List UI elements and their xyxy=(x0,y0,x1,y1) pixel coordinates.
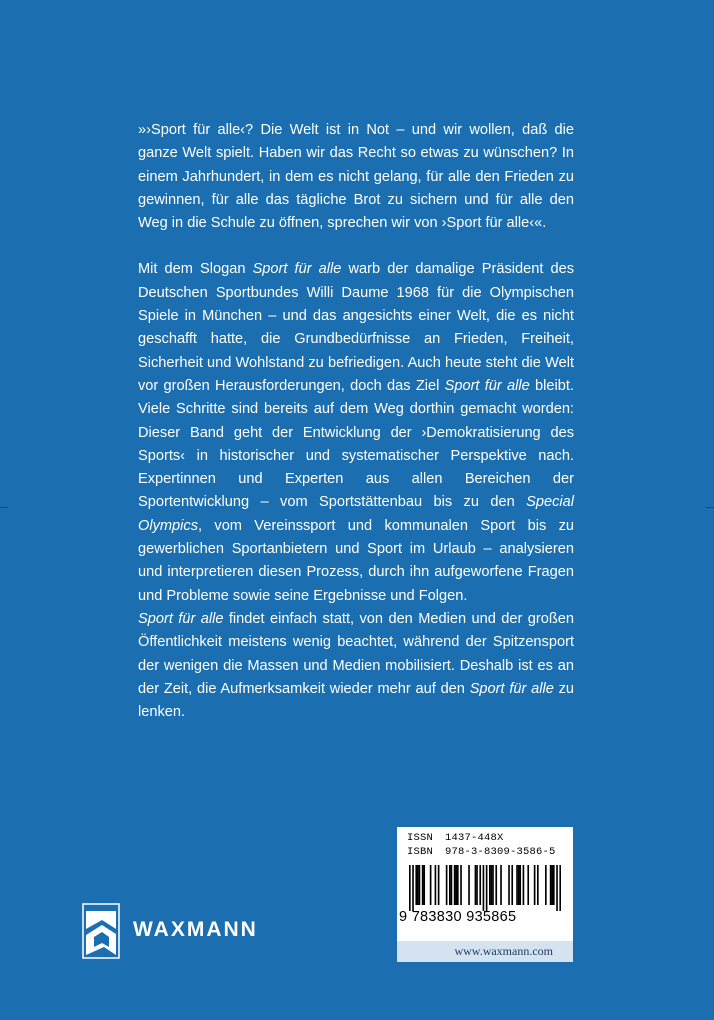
issn-value: 1437-448X xyxy=(445,832,504,844)
barcode-bar xyxy=(417,865,419,905)
barcode-digits: 9 783830 935865 xyxy=(399,909,517,925)
waxmann-logo-icon xyxy=(82,903,122,959)
barcode-bar xyxy=(423,865,425,905)
text-run: warb der damalige Präsident des Deutschen Sportbundes Willi Daume 1968 für die Olympischen Spiele in München – und das angesichts einer Welt, die es nicht geschafft hatte, die Grundbedürfnisse an Frieden, Freiheit, Sicherheit und Wohlstand zu befriedigen. Auch heute steht die Welt vor großen Herausforderungen, doch das Ziel xyxy=(138,261,575,394)
barcode-guard-bar xyxy=(559,865,561,911)
barcode-bar xyxy=(460,865,462,905)
isbn-line xyxy=(407,846,556,858)
publisher-url[interactable]: www.waxmann.com xyxy=(397,941,573,962)
barcode-bar xyxy=(455,865,457,905)
text-run: zu lenken. xyxy=(138,680,574,721)
barcode-panel xyxy=(397,827,573,962)
barcode-bar xyxy=(476,865,478,905)
barcode-bar xyxy=(457,865,459,905)
text-run: , vom Vereinssport und kommunalen Sport bis zu gewerblichen Sportanbietern und Sport im Urlaub – analysieren und interpretieren diesen Prozess, durch ihn aufgeworfene Fragen und Probleme sowie seine Ergebnisse und Folgen. xyxy=(138,517,574,604)
barcode-bar xyxy=(446,865,448,905)
barcode-bar xyxy=(508,865,510,905)
barcode-bar xyxy=(449,865,451,905)
barcode-bar xyxy=(451,865,453,905)
barcode-guard-bar xyxy=(556,865,558,911)
text-run: Mit dem Slogan xyxy=(138,261,253,278)
barcode-bar xyxy=(523,865,525,905)
italic-title: Special Olympics xyxy=(138,494,574,534)
back-cover-text xyxy=(138,119,574,724)
barcode-bar xyxy=(491,865,493,905)
crop-mark-right xyxy=(706,507,714,508)
barcode-bar xyxy=(519,865,521,905)
barcode-bar xyxy=(545,865,547,905)
barcode-bar xyxy=(479,865,481,905)
barcode-bar xyxy=(430,865,432,905)
barcode-bar xyxy=(550,865,552,905)
barcode-bar xyxy=(553,865,555,905)
barcode-bar xyxy=(438,865,440,905)
barcode-bar xyxy=(454,865,456,905)
isbn-value: 978-3-8309-3586-5 xyxy=(445,846,556,858)
barcode-bar xyxy=(492,865,494,905)
barcode-bar xyxy=(527,865,529,905)
barcode-bar xyxy=(495,865,497,905)
issn-line xyxy=(407,832,504,844)
barcode-bar xyxy=(489,865,491,905)
barcode-bar xyxy=(468,865,470,905)
barcode-bar xyxy=(500,865,502,905)
barcode-bar xyxy=(419,865,421,905)
opening-quote: »›Sport für alle‹? Die Welt ist in Not – und wir wollen, daß die ganze Welt spielt. Haben wir das Recht so etwas zu wünschen? In einem Jahrhundert, in dem es nicht gelang, für alle den Frieden zu gewinnen, für alle das tägliche Brot zu sichern und für alle den Weg in die Schule zu öffnen, sprechen wir von ›Sport für alle‹«. xyxy=(138,122,574,232)
italic-title: Sport für alle xyxy=(444,377,530,394)
description-paragraph xyxy=(138,258,574,607)
barcode-guard-bar xyxy=(483,865,485,911)
text-run: findet einfach statt, von den Medien und der großen Öffentlichkeit meistens wenig beachtet, während der Spitzensport der wenigen die Massen und Medien mobilisiert. Deshalb ist es an der Zeit, die Aufmerksamkeit wieder mehr auf den xyxy=(138,610,574,697)
isbn-label: ISBN xyxy=(407,846,434,858)
text-run: bleibt. Viele Schritte sind bereits auf dem Weg dorthin gemacht worden: Dieser Band geht der Entwicklung der ›Demokratisierung des Sports‹ in historischer und systematischer Perspektive nach. Expertinnen und Experten aus allen Bereichen der Sportentwicklung – vom Sportstättenbau bis zu den xyxy=(138,377,574,511)
barcode-guard-bar xyxy=(409,865,411,911)
barcode-bar xyxy=(534,865,536,905)
barcode-bar xyxy=(422,865,424,905)
barcode-guard-bar xyxy=(412,865,414,911)
barcode-bar xyxy=(511,865,513,905)
crop-mark-left xyxy=(0,507,8,508)
italic-title: Sport für alle xyxy=(138,610,224,627)
publisher-name: WAXMANN xyxy=(133,918,258,941)
barcode-bar xyxy=(475,865,477,905)
barcode-bar xyxy=(435,865,437,905)
barcode-bar xyxy=(551,865,553,905)
issn-label: ISSN xyxy=(407,832,434,844)
italic-title: Sport für alle xyxy=(252,261,342,278)
italic-title: Sport für alle xyxy=(469,680,554,697)
barcode-bar xyxy=(516,865,518,905)
barcode-guard-bar xyxy=(486,865,488,911)
closing-paragraph xyxy=(138,608,574,724)
barcode-bar xyxy=(415,865,417,905)
barcode-bar xyxy=(537,865,539,905)
ean-barcode xyxy=(409,865,561,913)
barcode-bar xyxy=(518,865,520,905)
